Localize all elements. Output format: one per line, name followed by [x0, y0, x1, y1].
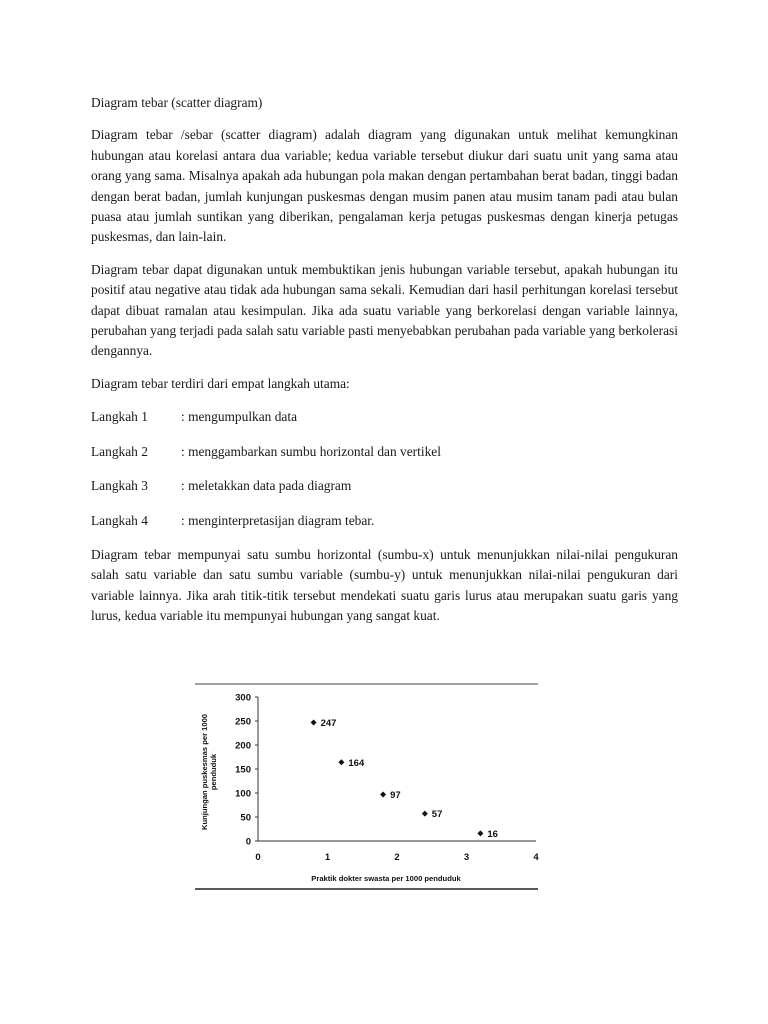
data-point-marker — [311, 719, 317, 725]
x-tick-label: 0 — [255, 852, 261, 863]
y-tick-label: 300 — [235, 692, 251, 704]
data-point-marker — [380, 791, 386, 797]
x-tick-label: 4 — [533, 852, 539, 863]
y-tick-label: 200 — [235, 740, 251, 752]
data-point-marker — [422, 811, 428, 817]
y-tick-label: 250 — [235, 716, 251, 728]
y-tick-label: 50 — [240, 812, 251, 824]
step-row-4 — [91, 511, 678, 531]
data-points — [311, 718, 498, 840]
steps-intro: Diagram tebar terdiri dari empat langkah utama: — [91, 375, 350, 391]
step-row-2 — [91, 442, 678, 462]
data-point-marker — [338, 759, 344, 765]
x-ticks — [255, 852, 539, 863]
step-label: Langkah 4 — [91, 512, 148, 528]
x-tick-label: 2 — [394, 852, 400, 863]
step-row-3 — [91, 476, 678, 496]
y-tick-label: 0 — [245, 836, 251, 848]
y-axis-title-line-1: Kunjungan puskesmas per 1000 — [200, 713, 209, 831]
data-point-marker — [477, 830, 483, 836]
step-row-1 — [91, 407, 678, 427]
scatter-chart-svg — [190, 680, 540, 895]
y-ticks — [235, 693, 258, 848]
y-tick-label: 100 — [235, 788, 251, 800]
x-tick-label: 3 — [463, 852, 470, 863]
step-label: Langkah 1 — [91, 409, 148, 425]
step-text: : menggambarkan sumbu horizontal dan vertikel — [181, 443, 441, 459]
section-heading: Diagram tebar (scatter diagram) — [91, 95, 263, 110]
y-axis-title-line-2: penduduk — [209, 753, 218, 791]
step-text: : meletakkan data pada diagram — [181, 478, 352, 494]
data-point-label: 247 — [320, 717, 337, 729]
document-body — [91, 93, 678, 639]
paragraph-usage: Diagram tebar dapat digunakan untuk membuktikan jenis hubungan variable tersebut, apakah hubungan itu positif atau negative atau tidak ada hubungan sama sekali. Kemudian dari hasil perhitungan korelasi tersebut dapat dibuat ramalan atau kesimpulan. Jika ada suatu variable yang berkorelasi dengan variable lainnya, perubahan yang terjadi pada salah satu variable pasti menyebabkan perubahan pada variable yang berkolerasi dengannya. — [91, 261, 678, 359]
x-tick-label: 1 — [324, 852, 331, 863]
data-point-label: 164 — [348, 757, 365, 769]
paragraph-definition: Diagram tebar /sebar (scatter diagram) adalah diagram yang digunakan untuk melihat kemungkinan hubungan atau korelasi antara dua variable; kedua variable tersebut diukur dari suatu unit yang sama atau orang yang sama. Misalnya apakah ada hubungan pola makan dengan pertambahan berat badan, tinggi badan dengan berat badan, jumlah kunjungan puskesmas dengan musim panen atau musim tanam padi atau bulan puasa atau jumlah suntikan yang diberikan, pengalaman kerja petugas puskesmas dengan kinerja petugas puskesmas, dan lain-lain. — [91, 127, 678, 245]
step-text: : menginterpretasijan diagram tebar. — [181, 512, 375, 528]
data-point-label: 97 — [390, 789, 401, 801]
step-text: : mengumpulkan data — [181, 409, 298, 425]
step-label: Langkah 3 — [91, 478, 148, 494]
paragraph-axes: Diagram tebar mempunyai satu sumbu horizontal (sumbu-x) untuk menunjukkan nilai-nilai pengukuran salah satu variable dan satu sumbu variable (sumbu-y) untuk menunjukkan nilai-nilai pengukuran dari variable lainnya. Jika arah titik-titik tersebut mendekati suatu garis lurus atau merupakan suatu garis yang lurus, kedua variable itu mempunyai hubungan yang sangat kuat. — [91, 546, 678, 624]
y-tick-label: 150 — [235, 764, 251, 776]
data-point-label: 16 — [487, 828, 498, 840]
x-axis-title: Praktik dokter swasta per 1000 penduduk — [311, 874, 461, 883]
step-label: Langkah 2 — [91, 443, 148, 459]
scatter-chart — [190, 680, 540, 895]
data-point-label: 57 — [431, 809, 443, 821]
